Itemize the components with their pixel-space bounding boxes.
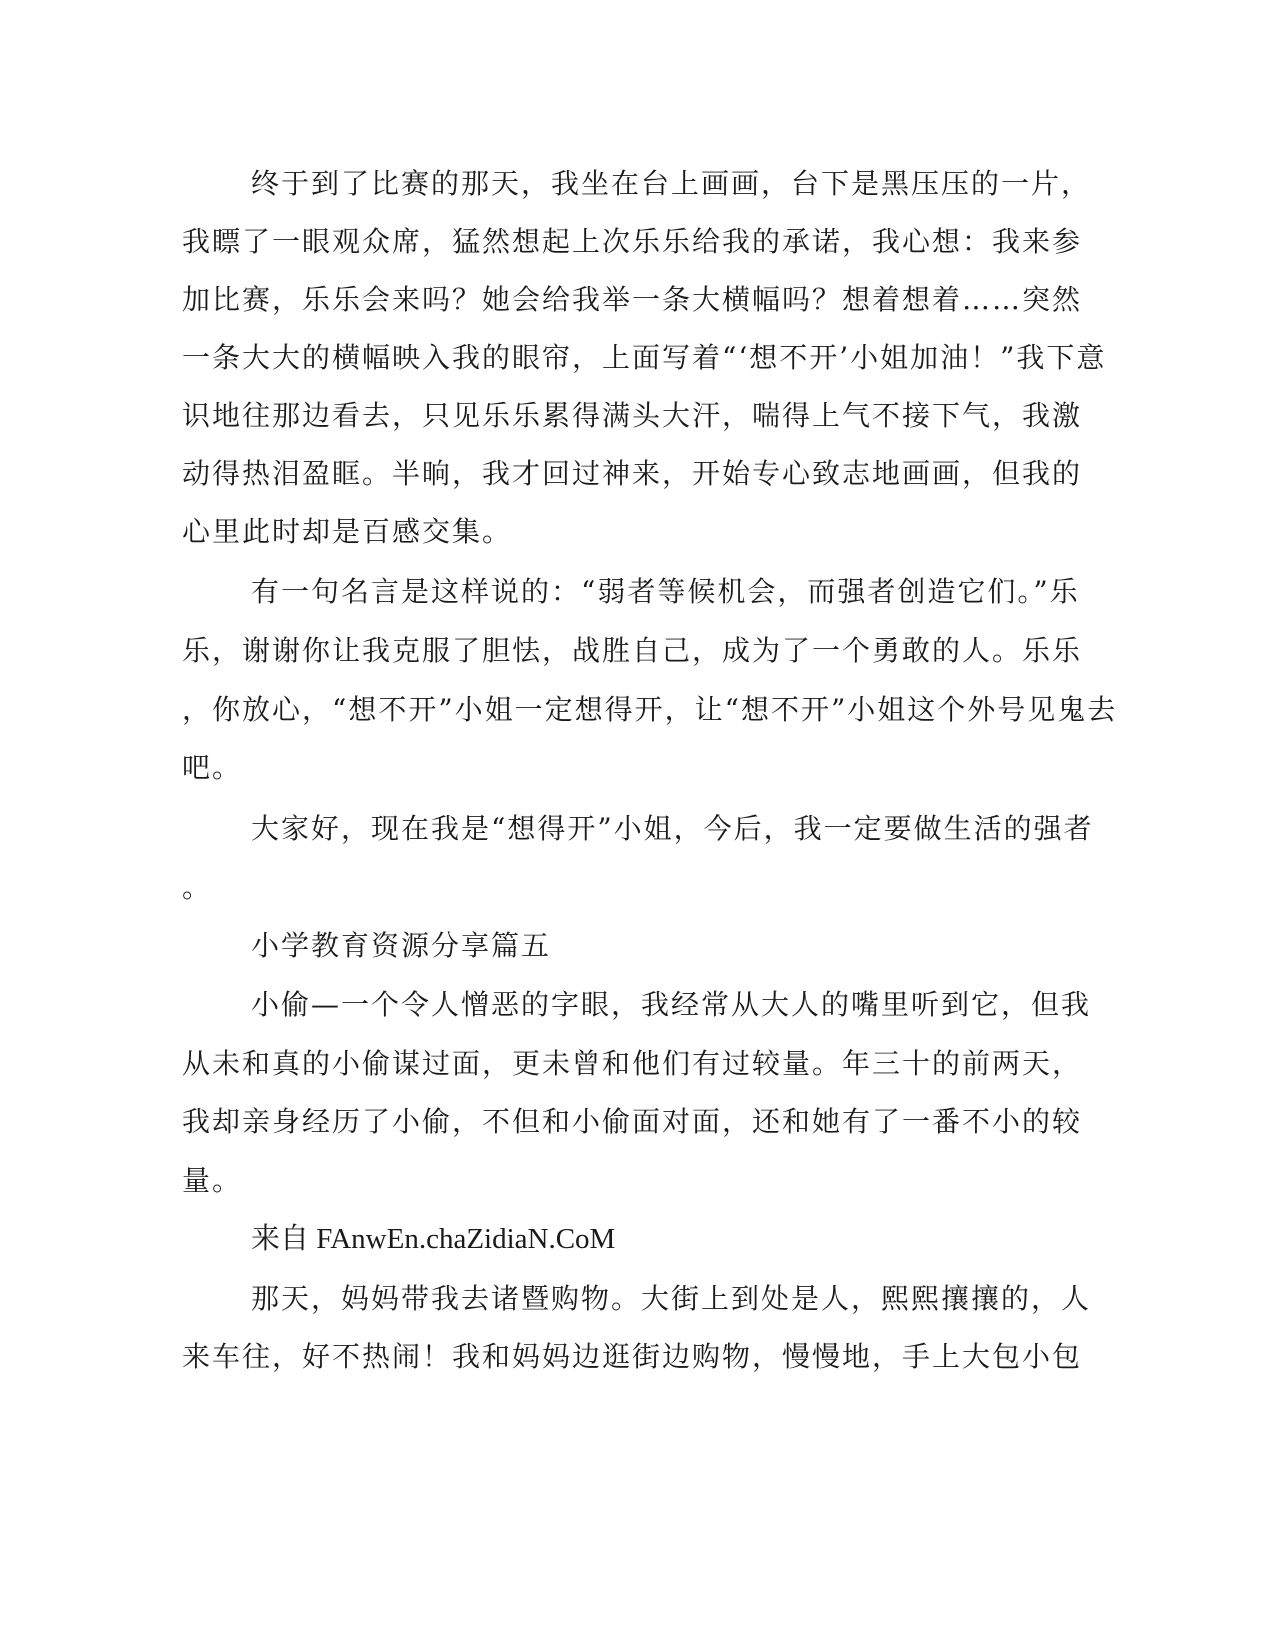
paragraph-line: 我却亲身经历了小偷，不但和小偷面对面，还和她有了一番不小的较 <box>182 1105 1083 1138</box>
paragraph-line: 从未和真的小偷谋过面，更未曾和他们有过较量。年三十的前两天， <box>182 1047 1083 1080</box>
paragraph-line: 有一句名言是这样说的：“弱者等候机会，而强者创造它们。”乐 <box>251 575 1080 608</box>
paragraph-line: 识地往那边看去，只见乐乐累得满头大汗，喘得上气不接下气，我激 <box>182 399 1083 432</box>
source-line: 来自 FAnwEn.chaZidiaN.CoM <box>251 1223 616 1255</box>
paragraph-line: 一条大大的横幅映入我的眼帘，上面写着“‘想不开’小姐加油！”我下意 <box>182 341 1107 374</box>
paragraph-line: 小偷—一个令人憎恶的字眼，我经常从大人的嘴里听到它，但我 <box>251 988 1092 1021</box>
paragraph-line: 终于到了比赛的那天，我坐在台上画画，台下是黑压压的一片， <box>251 167 1092 200</box>
paragraph-line: ，你放心，“想不开”小姐一定想得开，让“想不开”小姐这个外号见鬼去 <box>182 693 1118 726</box>
paragraph-line: 来车往，好不热闹！我和妈妈边逛街边购物，慢慢地，手上大包小包 <box>182 1340 1083 1373</box>
paragraph-line: 吧。 <box>182 751 243 784</box>
paragraph-line: 加比赛，乐乐会来吗？她会给我举一条大横幅吗？想着想着……突然 <box>182 283 1083 316</box>
paragraph-line: 心里此时却是百感交集。 <box>182 515 513 548</box>
section-heading: 小学教育资源分享篇五 <box>251 929 552 962</box>
paragraph-line: 乐，谢谢你让我克服了胆怯，战胜自己，成为了一个勇敢的人。乐乐 <box>182 634 1083 667</box>
paragraph-line: 动得热泪盈眶。半晌，我才回过神来，开始专心致志地画画，但我的 <box>182 457 1083 490</box>
paragraph-line: 我瞟了一眼观众席，猛然想起上次乐乐给我的承诺，我心想：我来参 <box>182 225 1083 258</box>
paragraph-line: 大家好，现在我是“想得开”小姐，今后，我一定要做生活的强者 <box>251 812 1094 845</box>
paragraph-line: 那天，妈妈带我去诸暨购物。大街上到处是人，熙熙攘攘的，人 <box>251 1282 1092 1315</box>
paragraph-line: 。 <box>182 871 213 904</box>
paragraph-line: 量。 <box>182 1164 243 1197</box>
